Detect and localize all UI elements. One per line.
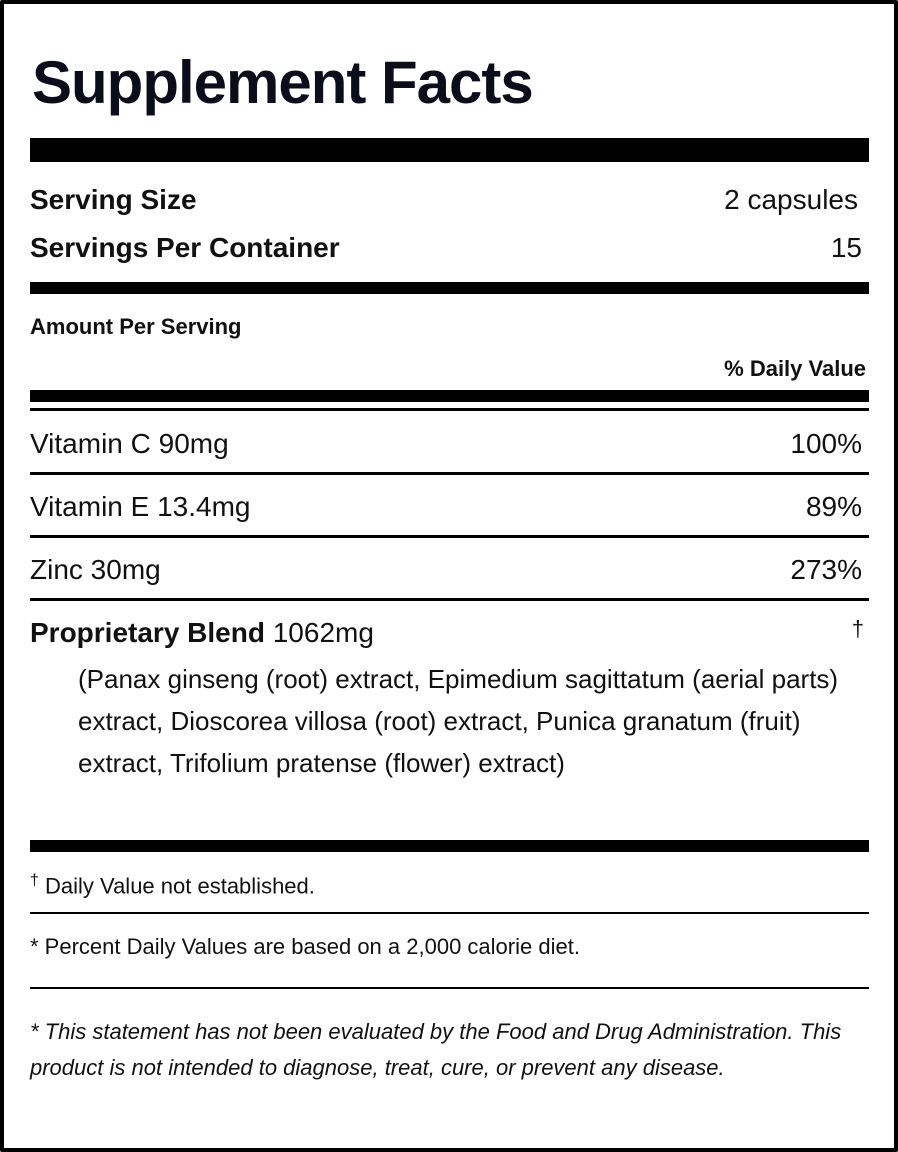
- blend-name: Proprietary Blend: [30, 617, 265, 648]
- serving-size-value: 2 capsules: [724, 184, 858, 215]
- thick-divider: [30, 138, 869, 162]
- dagger-footnote: [30, 872, 315, 899]
- header-divider-thin: [30, 408, 869, 411]
- amount-per-serving-label: Amount Per Serving: [30, 314, 242, 339]
- footer-thick-divider: [30, 840, 869, 852]
- nutrient-daily-value: 273%: [790, 554, 862, 585]
- daily-value-header: % Daily Value: [724, 356, 866, 381]
- footnote-divider: [30, 987, 869, 989]
- nutrient-name: Zinc 30mg: [30, 554, 161, 585]
- nutrient-daily-value: 100%: [790, 428, 862, 459]
- footnote-divider: [30, 912, 869, 914]
- percent-dv-footnote: * Percent Daily Values are based on a 2,000 calorie diet.: [30, 934, 580, 959]
- blend-amount: 1062mg: [272, 617, 374, 648]
- serving-size-label: Serving Size: [30, 184, 197, 215]
- blend-ingredients: (Panax ginseng (root) extract, Epimedium sagittatum (aerial parts) extract, Dioscorea villosa (root) extract, Punica granatum (fruit) extract, Trifolium pratense (flower) extract): [78, 664, 839, 778]
- dagger-symbol: †: [30, 872, 39, 889]
- nutrient-daily-value: 89%: [805, 491, 862, 522]
- nutrient-name: Vitamin C 90mg: [30, 428, 229, 459]
- nutrient-name: Vitamin E 13.4mg: [30, 491, 251, 522]
- panel-title: Supplement Facts: [32, 49, 533, 116]
- servings-per-container-value: 15: [830, 232, 862, 263]
- fda-disclaimer: * This statement has not been evaluated by the Food and Drug Administration. This product is not intended to diagnose, treat, cure, or prevent any disease.: [30, 1019, 842, 1080]
- blend-row: [30, 617, 374, 649]
- row-divider: [30, 472, 869, 475]
- blend-dagger: †: [851, 616, 864, 641]
- row-divider: [30, 535, 869, 538]
- header-divider-thick: [30, 390, 869, 402]
- servings-per-container-label: Servings Per Container: [30, 232, 340, 263]
- medium-divider: [30, 282, 869, 294]
- row-divider: [30, 598, 869, 601]
- dagger-footnote-text: Daily Value not established.: [38, 873, 315, 899]
